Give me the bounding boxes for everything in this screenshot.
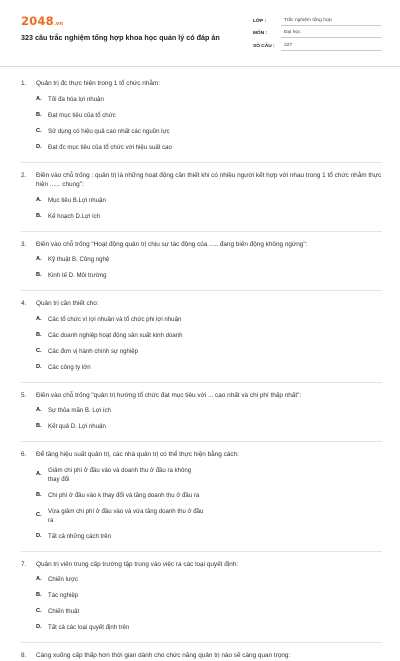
option-text: Kỹ thuật B. Công nghệ	[48, 256, 110, 263]
document-meta	[253, 13, 381, 51]
question-list	[0, 79, 400, 661]
answer-option[interactable]	[36, 532, 212, 541]
question-divider	[21, 642, 382, 643]
question-prompt: Điền vào chỗ trống : quản trị là những hoạt động cần thiết khi có nhiều người kết hợp với nhau trong 1 tổ chức nhằm thực hiện ...... chung":	[36, 171, 382, 188]
option-text: Tối đa hóa lợi nhuận	[48, 95, 104, 103]
question-number: 5.	[21, 391, 27, 399]
option-text: Đạt mục tiêu của tổ chức	[48, 111, 116, 119]
question-prompt: Điền vào chỗ trống "quản trị hướng tổ chức đạt mục tiêu với ... cao nhất và chi phí thấp nhất":	[36, 391, 302, 399]
document-header	[0, 0, 400, 62]
option-text: Kết quả D. Lợi nhuận	[48, 423, 106, 430]
answer-option[interactable]	[36, 95, 212, 104]
answer-option[interactable]	[36, 315, 212, 324]
option-text: Kinh tế D. Môi trường	[48, 272, 107, 279]
question-text	[21, 651, 382, 661]
answer-option[interactable]	[36, 143, 212, 152]
option-letter: C.	[36, 608, 42, 614]
question-item	[0, 240, 400, 292]
option-letter: B.	[36, 111, 42, 118]
meta-value: Trắc nghiệm tổng hợp	[281, 18, 381, 26]
option-letter: D.	[36, 532, 42, 539]
option-text: Kế hoạch D.Lợi ích	[48, 212, 101, 220]
question-number: 4.	[21, 300, 27, 307]
option-letter: A.	[36, 315, 42, 322]
question-text	[21, 79, 382, 89]
question-text	[21, 171, 382, 190]
question-divider	[21, 231, 382, 232]
meta-key: MÔN :	[253, 31, 268, 36]
option-letter: D.	[36, 624, 42, 630]
question-item	[0, 651, 400, 661]
answer-option[interactable]	[36, 466, 212, 484]
answer-option[interactable]	[36, 507, 212, 525]
option-text: Mục tiêu B.Lợi nhuận	[48, 196, 106, 204]
option-text: Các công ty lớn	[48, 363, 91, 371]
option-letter: C.	[36, 512, 42, 518]
answer-option[interactable]	[36, 623, 212, 632]
option-letter: A.	[36, 407, 42, 413]
option-text: Các doanh nghiệp hoạt động sản xuất kinh doanh	[48, 331, 183, 339]
question-text	[21, 450, 382, 460]
question-text	[21, 240, 382, 250]
question-divider	[21, 382, 382, 383]
answer-option[interactable]	[36, 607, 212, 616]
answer-option[interactable]	[36, 196, 212, 205]
option-letter: C.	[36, 127, 42, 134]
option-letter: A.	[36, 576, 42, 582]
question-number: 8.	[21, 652, 27, 659]
option-text: Tất cả những cách trên	[48, 532, 112, 540]
question-divider	[21, 290, 382, 291]
answer-option[interactable]	[36, 406, 212, 415]
answer-option[interactable]	[36, 422, 212, 431]
option-letter: C.	[36, 347, 42, 354]
answer-option[interactable]	[36, 347, 212, 356]
option-text: Tất cả các loại quyết định trên	[48, 624, 130, 631]
option-letter: D.	[36, 363, 42, 370]
answer-option[interactable]	[36, 271, 212, 280]
answer-options	[21, 255, 382, 287]
question-prompt: Quản trị viên trung cấp trường tập trung vào việc ra các loại quyết định:	[36, 560, 239, 568]
answer-option[interactable]	[36, 591, 212, 600]
question-text	[21, 391, 382, 401]
question-number: 6.	[21, 451, 27, 458]
option-text: Chi phí ở đầu vào k thay đổi và tăng doanh thu ở đầu ra	[48, 491, 200, 499]
option-text: Các đơn vị hành chính sự nghiệp	[48, 347, 139, 355]
question-number: 2.	[21, 171, 27, 179]
question-item	[0, 79, 400, 163]
option-letter: B.	[36, 592, 42, 598]
answer-option[interactable]	[36, 491, 212, 500]
answer-options	[21, 95, 382, 159]
question-text	[21, 299, 382, 309]
option-letter: B.	[36, 331, 42, 338]
meta-class-row	[253, 13, 381, 26]
option-text: Sử dụng có hiệu quả cao nhất các nguồn lực	[48, 127, 170, 135]
option-letter: B.	[36, 212, 42, 219]
answer-option[interactable]	[36, 111, 212, 120]
question-item	[0, 171, 400, 232]
question-divider	[21, 441, 382, 442]
answer-options	[21, 575, 382, 639]
option-text: Vừa giảm chi phí ở đầu vào và vừa tăng doanh thu ở đầu ra	[48, 507, 204, 524]
option-letter: B.	[36, 272, 42, 278]
option-letter: B.	[36, 491, 42, 498]
question-item	[0, 391, 400, 443]
option-letter: A.	[36, 471, 42, 477]
meta-key: LỚP :	[253, 18, 267, 24]
site-logo[interactable]: 2048.vn	[21, 14, 64, 28]
question-prompt: Để tăng hiệu suất quản trị, các nhà quản trị có thể thực hiện bằng cách:	[36, 451, 239, 458]
option-text: Giảm chi phí ở đầu vào và doanh thu ở đầu ra không thay đổi	[48, 466, 192, 483]
answer-options	[21, 466, 382, 548]
option-text: Chiến lược	[48, 576, 79, 583]
option-text: Sự thỏa mãn B. Lợi ích	[48, 407, 111, 414]
option-letter: D.	[36, 143, 42, 150]
question-number: 7.	[21, 560, 27, 568]
option-text: Các tổ chức vì lợi nhuận và tổ chức phi lợi nhuận	[48, 315, 182, 323]
answer-option[interactable]	[36, 212, 212, 221]
answer-option[interactable]	[36, 255, 212, 264]
question-prompt: Càng xuống cấp thấp hơn thời gian dành cho chức năng quản trị nào sẽ càng quan trọng:	[36, 652, 291, 659]
answer-options	[21, 196, 382, 228]
option-text: Chiến thuật	[48, 608, 80, 615]
meta-count-row	[253, 38, 381, 51]
question-number: 3.	[21, 240, 27, 248]
question-prompt: Điền vào chỗ trống "Hoạt động quản trị chịu sự tác động của ..... đang biến động không ngừng":	[36, 240, 308, 248]
question-prompt: Quản trị đc thực hiện trong 1 tổ chức nhằm:	[36, 80, 161, 87]
option-letter: B.	[36, 423, 42, 429]
answer-option[interactable]	[36, 331, 212, 340]
option-text: Tác nghiệp	[48, 592, 79, 599]
question-divider	[21, 551, 382, 552]
question-prompt: Quản trị cần thiết cho:	[36, 300, 99, 307]
meta-key: SỐ CÂU :	[253, 43, 275, 49]
option-letter: A.	[36, 196, 42, 203]
question-text	[21, 560, 382, 570]
answer-options	[21, 315, 382, 379]
meta-value: 327	[281, 43, 381, 51]
option-letter: A.	[36, 95, 42, 102]
question-number: 1.	[21, 80, 27, 87]
answer-options	[21, 406, 382, 438]
question-divider	[21, 162, 382, 163]
meta-value: Đại học	[281, 30, 381, 38]
header-divider	[0, 66, 400, 67]
question-item	[0, 560, 400, 644]
option-text: Đạt đc mục tiêu của tổ chức với hiệu suất cao	[48, 143, 172, 151]
document-title: 323 câu trắc nghiệm tổng hợp khoa học quản lý có đáp án	[21, 33, 220, 42]
answer-option[interactable]	[36, 575, 212, 584]
meta-subject-row	[253, 26, 381, 39]
answer-option[interactable]	[36, 127, 212, 136]
question-item	[0, 450, 400, 552]
question-item	[0, 299, 400, 383]
answer-option[interactable]	[36, 363, 212, 372]
option-letter: A.	[36, 256, 42, 262]
